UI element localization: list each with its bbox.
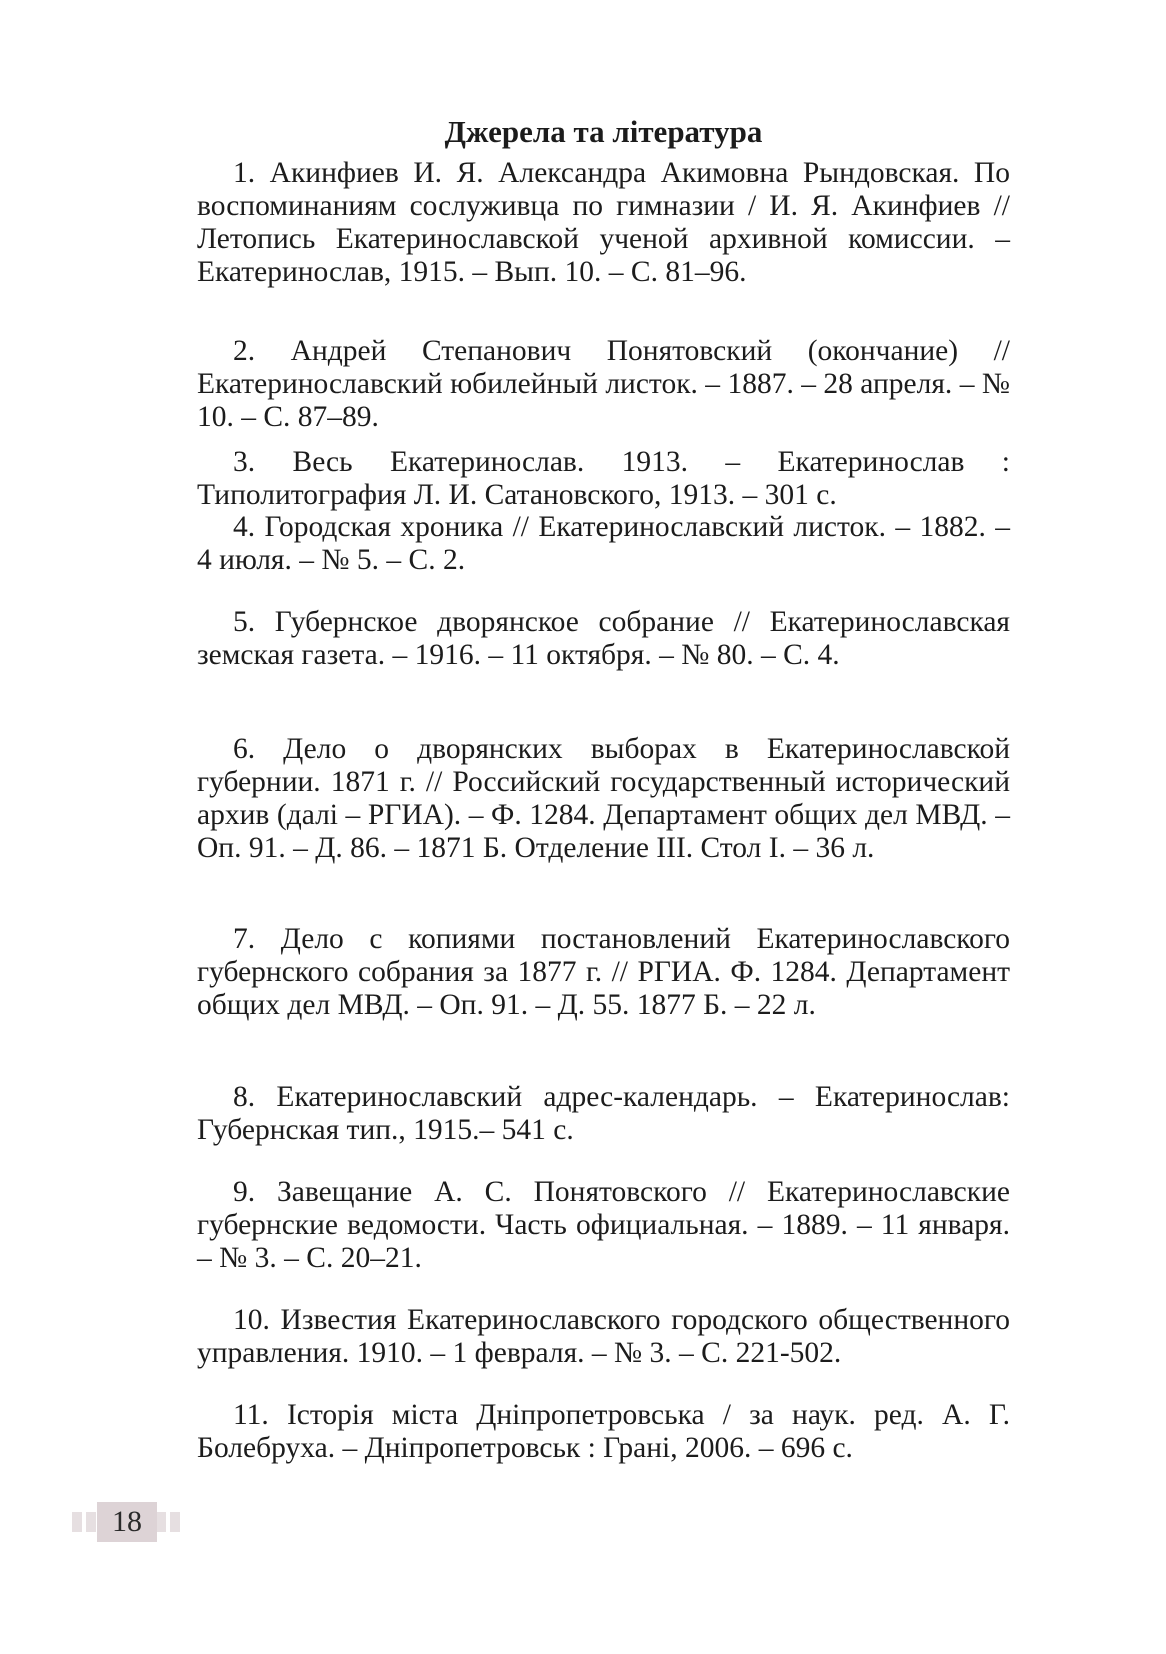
reference-entry: 5. Губернское дворянское собрание // Екатеринославская земская газета. – 1916. – 11 октября. – № 80. – С. 4. — [197, 606, 1010, 671]
reference-entry: 9. Завещание А. С. Понятовского // Екатеринославские губернские ведомости. Часть официальная. – 1889. – 11 января. – № 3. – С. 20–21. — [197, 1176, 1010, 1274]
reference-entry: 3. Весь Екатеринослав. 1913. – Екатеринослав : Типолитография Л. И. Сатановского, 1913. – 301 с. — [197, 446, 1010, 511]
reference-entry: 2. Андрей Степанович Понятовский (окончание) // Екатеринославский юбилейный листок. – 1887. – 28 апреля. – № 10. – С. 87–89. — [197, 335, 1010, 433]
page-number-ornament — [72, 1502, 182, 1542]
reference-entry: 10. Известия Екатеринославского городского общественного управления. 1910. – 1 февраля. – № 3. – С. 221-502. — [197, 1304, 1010, 1369]
reference-entry: 6. Дело о дворянских выборах в Екатеринославской губернии. 1871 г. // Российский государственный исторический архив (далі – РГИА). – Ф. 1284. Департамент общих дел МВД. – Оп. 91. – Д. 86. – 1871 Б. Отделение ІІІ. Стол І. – 36 л. — [197, 733, 1010, 864]
reference-entry: 4. Городская хроника // Екатеринославский листок. – 1882. – 4 июля. – № 5. – С. 2. — [197, 511, 1010, 576]
page-number: 18 — [112, 1505, 142, 1538]
reference-entry: 1. Акинфиев И. Я. Александра Акимовна Рындовская. По воспоминаниям сослуживца по гимназии / И. Я. Акинфиев // Летопись Екатеринославской ученой архивной комиссии. – Екатеринослав, 1915. – Вып. 10. – С. 81–96. — [197, 157, 1010, 288]
reference-entry: 8. Екатеринославский адрес-календарь. – Екатеринослав: Губернская тип., 1915.– 541 с. — [197, 1081, 1010, 1146]
reference-entry: 11. Історія міста Дніпропетровська / за наук. ред. А. Г. Болебруха. – Дніпропетровськ : Грані, 2006. – 696 с. — [197, 1399, 1010, 1464]
reference-entry: 7. Дело с копиями постановлений Екатеринославского губернского собрания за 1877 г. // РГИА. Ф. 1284. Департамент общих дел МВД. – Оп. 91. – Д. 55. 1877 Б. – 22 л. — [197, 923, 1010, 1021]
section-heading: Джерела та література — [444, 114, 763, 149]
